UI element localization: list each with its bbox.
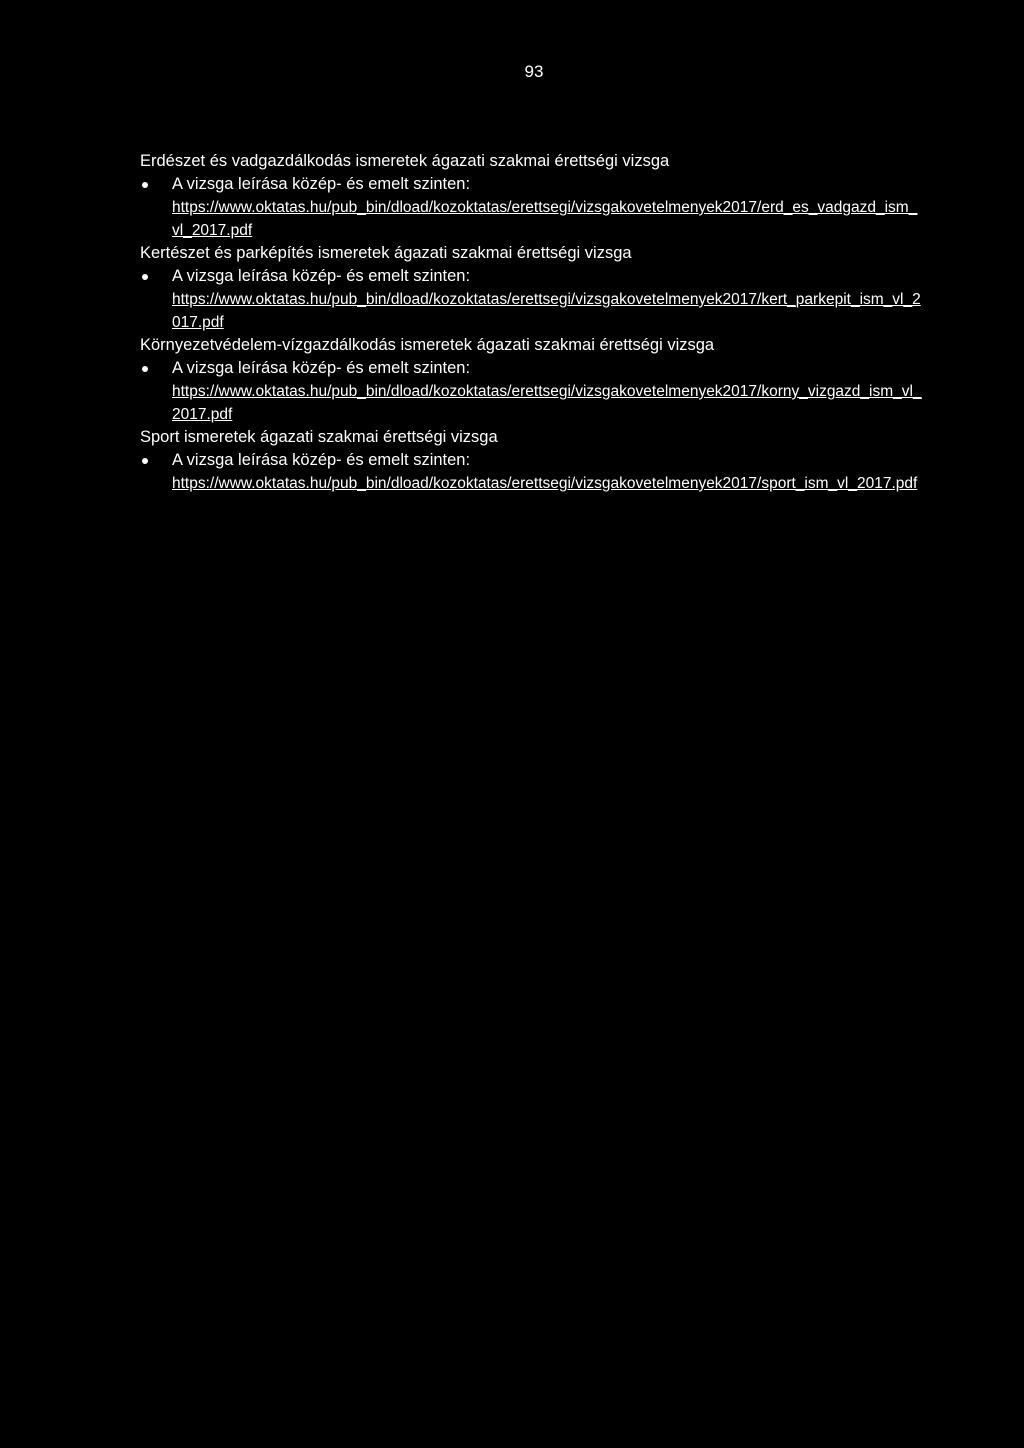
section-kornyezetvedelem xyxy=(140,334,930,426)
bullet-list xyxy=(140,357,930,426)
section-heading: Erdészet és vadgazdálkodás ismeretek ágazati szakmai érettségi vizsga xyxy=(140,152,670,170)
pdf-link[interactable]: https://www.oktatas.hu/pub_bin/dload/kozoktatas/erettsegi/vizsgakovetelmenyek2017/korny_vizgazd_ism_vl_2017.pdf xyxy=(172,383,922,423)
bullet-list xyxy=(140,265,930,334)
bullet-list xyxy=(140,173,930,242)
item-label: A vizsga leírása közép- és emelt szinten: xyxy=(172,359,471,377)
pdf-link[interactable]: https://www.oktatas.hu/pub_bin/dload/kozoktatas/erettsegi/vizsgakovetelmenyek2017/kert_parkepit_ism_vl_2017.pdf xyxy=(172,291,921,331)
bullet-list xyxy=(140,449,930,495)
section-erdeszet xyxy=(140,150,930,242)
bullet-icon xyxy=(142,366,148,372)
bullet-icon xyxy=(142,274,148,280)
page-number: 93 xyxy=(524,62,544,81)
section-heading: Környezetvédelem-vízgazdálkodás ismeretek ágazati szakmai érettségi vizsga xyxy=(140,336,715,354)
item-label: A vizsga leírása közép- és emelt szinten: xyxy=(172,267,471,285)
section-heading: Sport ismeretek ágazati szakmai érettségi vizsga xyxy=(140,428,498,446)
section-heading: Kertészet és parképítés ismeretek ágazati szakmai érettségi vizsga xyxy=(140,244,632,262)
item-label: A vizsga leírása közép- és emelt szinten: xyxy=(172,175,471,193)
section-kerteszet xyxy=(140,242,930,334)
list-item xyxy=(140,173,930,242)
pdf-link[interactable]: https://www.oktatas.hu/pub_bin/dload/kozoktatas/erettsegi/vizsgakovetelmenyek2017/erd_es_vadgazd_ism_vl_2017.pdf xyxy=(172,199,918,239)
pdf-link[interactable]: https://www.oktatas.hu/pub_bin/dload/kozoktatas/erettsegi/vizsgakovetelmenyek2017/sport_ism_vl_2017.pdf xyxy=(172,475,918,492)
bullet-icon xyxy=(142,458,148,464)
list-item xyxy=(140,265,930,334)
item-label: A vizsga leírása közép- és emelt szinten: xyxy=(172,451,471,469)
section-sport xyxy=(140,426,930,495)
list-item xyxy=(140,449,930,495)
bullet-icon xyxy=(142,182,148,188)
document-body xyxy=(140,150,930,495)
list-item xyxy=(140,357,930,426)
